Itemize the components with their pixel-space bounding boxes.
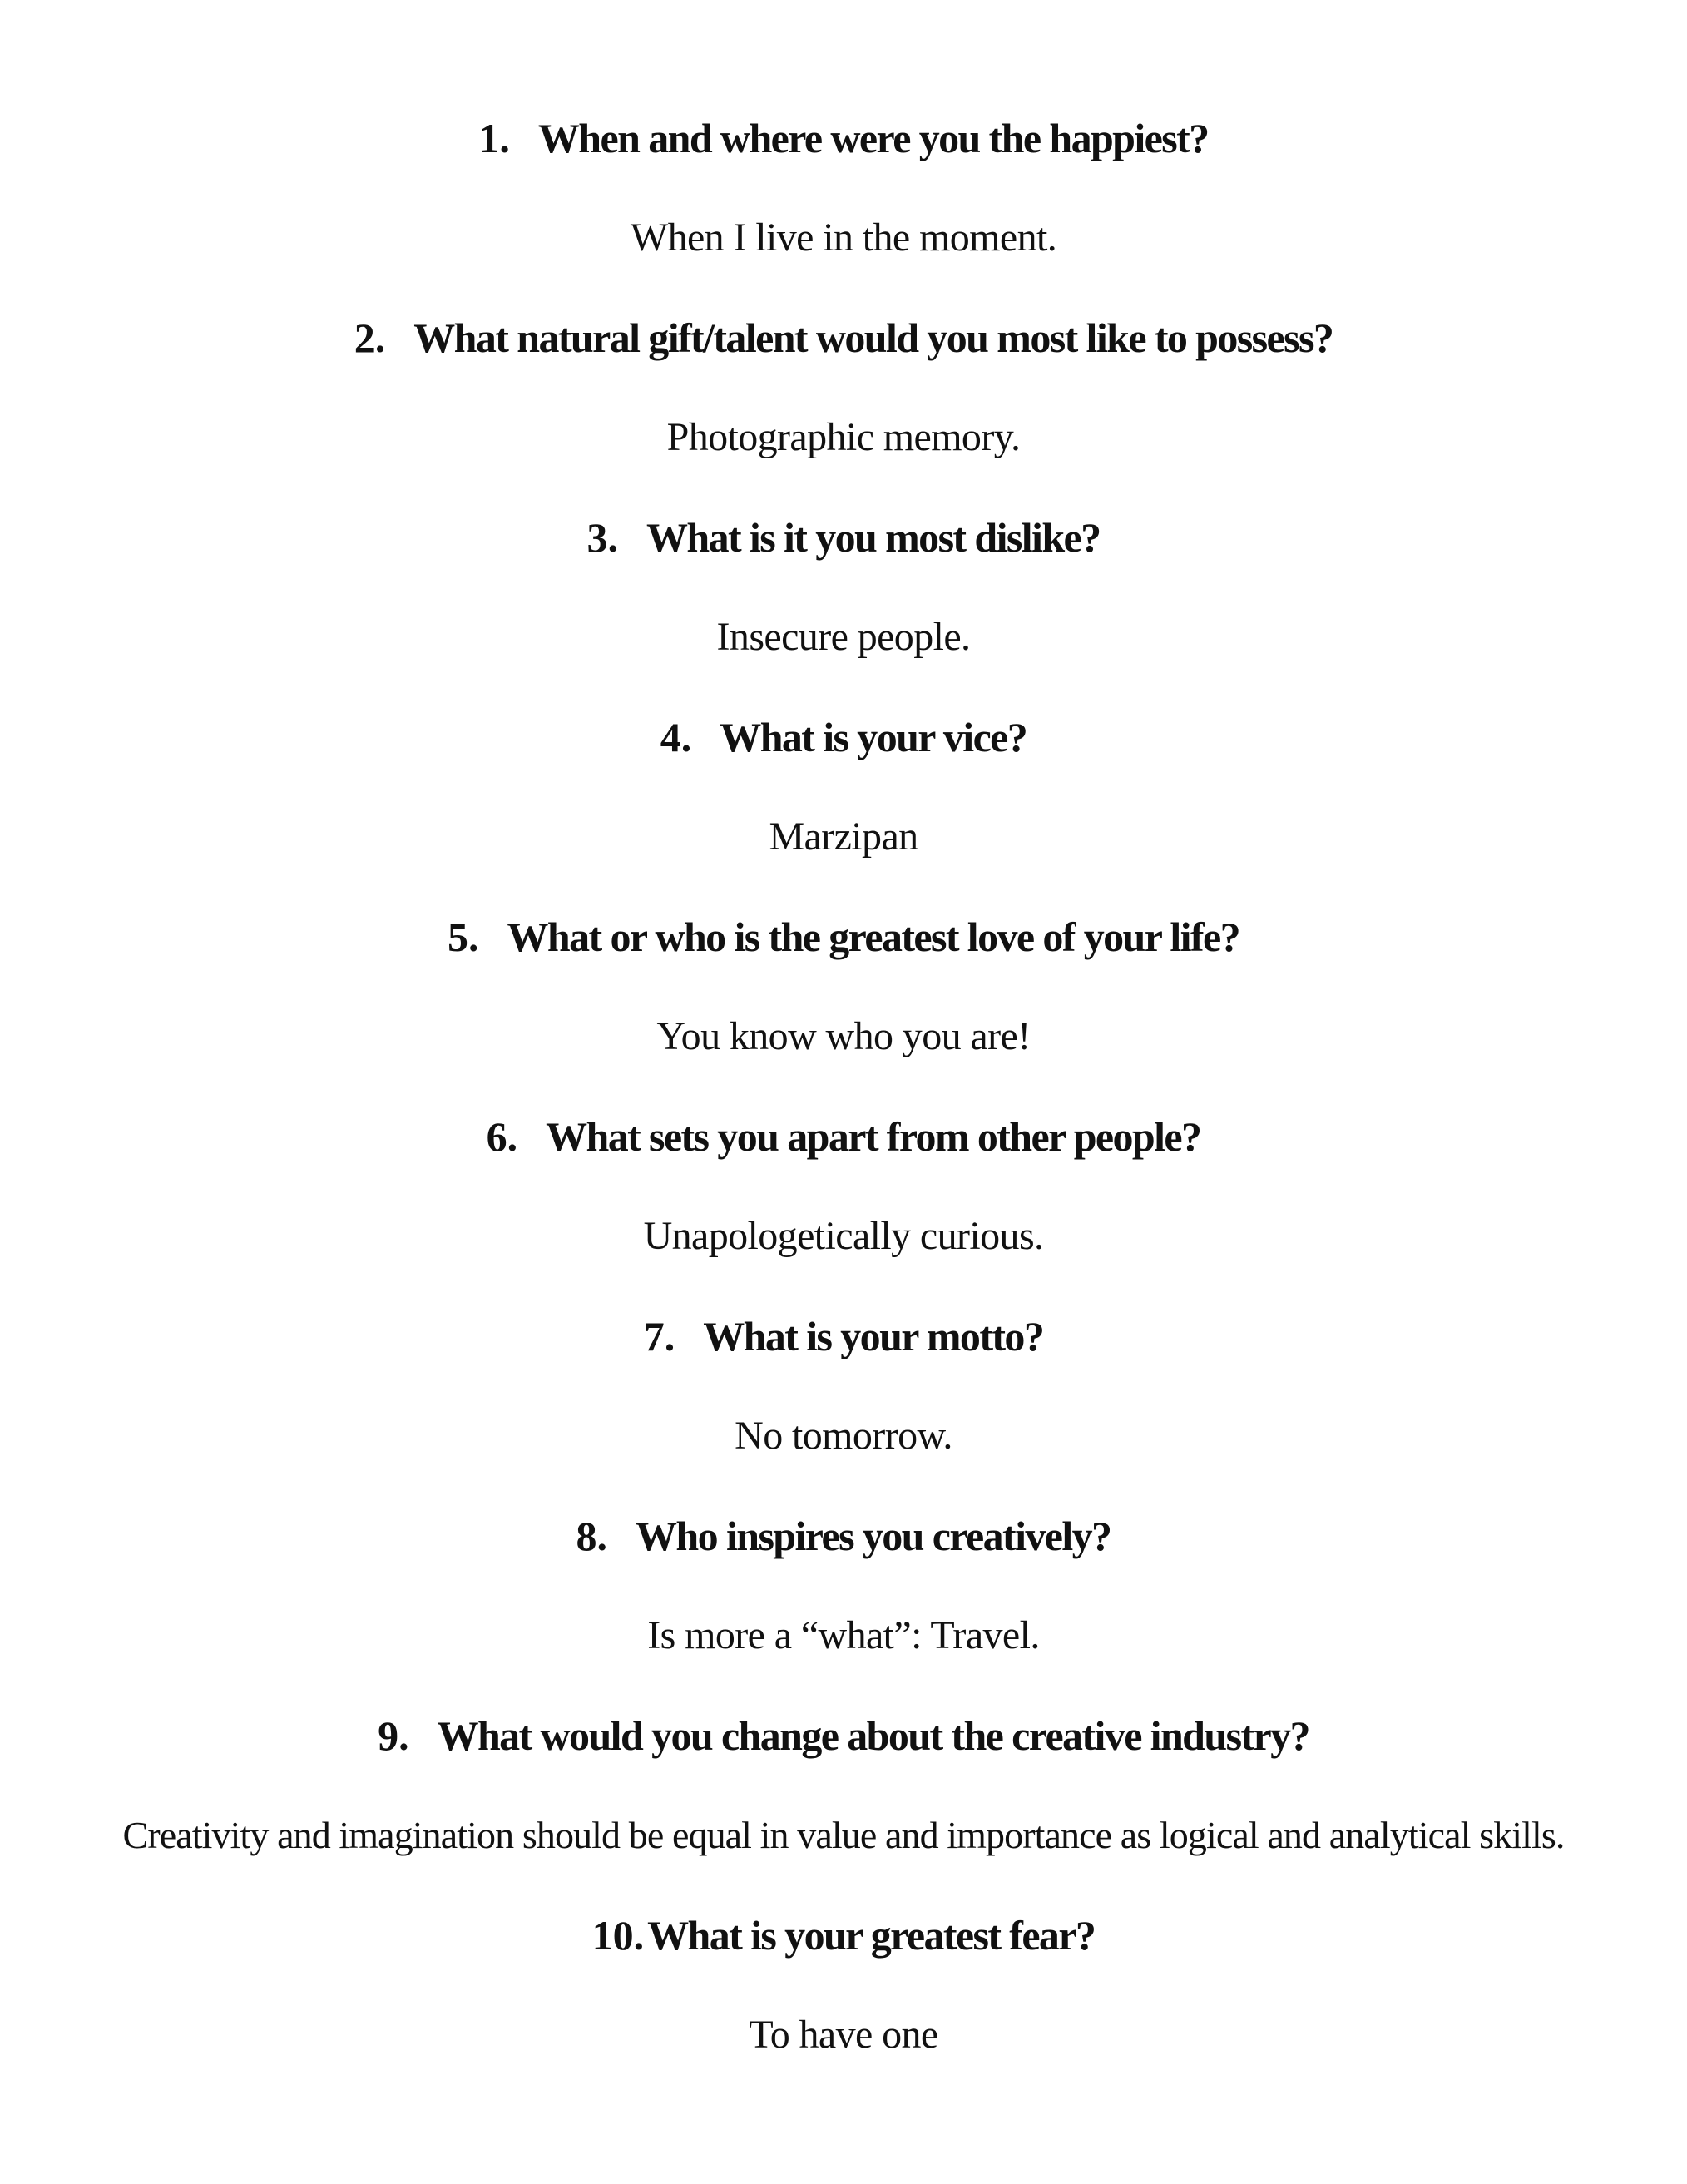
question-10 bbox=[0, 1895, 1687, 1995]
question-9 bbox=[0, 1696, 1687, 1795]
qa-item-1 bbox=[0, 98, 1687, 298]
question-number: 4. bbox=[660, 714, 692, 760]
answer-1: When I live in the moment. bbox=[630, 215, 1057, 260]
answer-6: Unapologetically curious. bbox=[643, 1214, 1044, 1258]
question-number: 9. bbox=[378, 1712, 409, 1759]
question-number: 10. bbox=[591, 1912, 645, 1959]
qa-item-6 bbox=[0, 1097, 1687, 1296]
qa-item-10 bbox=[0, 1895, 1687, 2095]
answer-3: Insecure people. bbox=[716, 615, 971, 659]
question-number: 7. bbox=[643, 1313, 675, 1359]
answer-10: To have one bbox=[749, 2013, 938, 2057]
question-text: When and where were you the happiest? bbox=[537, 115, 1209, 161]
answer-8: Is more a “what”: Travel. bbox=[647, 1613, 1040, 1657]
answer-4: Marzipan bbox=[769, 815, 918, 859]
answer-5: You know who you are! bbox=[656, 1014, 1031, 1058]
question-number: 5. bbox=[448, 914, 479, 960]
question-number: 3. bbox=[586, 514, 618, 561]
question-3 bbox=[0, 498, 1687, 597]
question-7 bbox=[0, 1296, 1687, 1396]
question-text: Who inspires you creatively? bbox=[636, 1513, 1111, 1559]
answer-7: No tomorrow. bbox=[735, 1414, 952, 1458]
question-4 bbox=[0, 697, 1687, 797]
question-text: What is your greatest fear? bbox=[647, 1912, 1096, 1959]
question-text: What is your vice? bbox=[720, 714, 1027, 760]
question-number: 2. bbox=[354, 314, 386, 361]
question-text: What is your motto? bbox=[703, 1313, 1044, 1359]
question-text: What sets you apart from other people? bbox=[546, 1113, 1201, 1160]
question-6 bbox=[0, 1097, 1687, 1196]
qa-item-7 bbox=[0, 1296, 1687, 1496]
question-2 bbox=[0, 298, 1687, 398]
question-1 bbox=[0, 98, 1687, 198]
question-8 bbox=[0, 1496, 1687, 1596]
question-number: 6. bbox=[486, 1113, 518, 1160]
qa-item-5 bbox=[0, 897, 1687, 1097]
qa-item-9 bbox=[0, 1696, 1687, 1895]
answer-9: Creativity and imagination should be equal in value and importance as logical and analytical skills. bbox=[122, 1814, 1565, 1856]
question-text: What natural gift/talent would you most like to possess? bbox=[413, 314, 1333, 361]
question-text: What is it you most dislike? bbox=[646, 514, 1101, 561]
question-text: What would you change about the creative industry? bbox=[437, 1712, 1309, 1759]
qa-item-4 bbox=[0, 697, 1687, 897]
question-text: What or who is the greatest love of your life? bbox=[507, 914, 1239, 960]
question-number: 8. bbox=[576, 1513, 608, 1559]
question-number: 1. bbox=[478, 115, 510, 161]
qa-item-8 bbox=[0, 1496, 1687, 1696]
answer-2: Photographic memory. bbox=[666, 415, 1021, 459]
qa-item-3 bbox=[0, 498, 1687, 697]
qa-list bbox=[0, 98, 1687, 2095]
question-5 bbox=[0, 897, 1687, 997]
qa-item-2 bbox=[0, 298, 1687, 498]
